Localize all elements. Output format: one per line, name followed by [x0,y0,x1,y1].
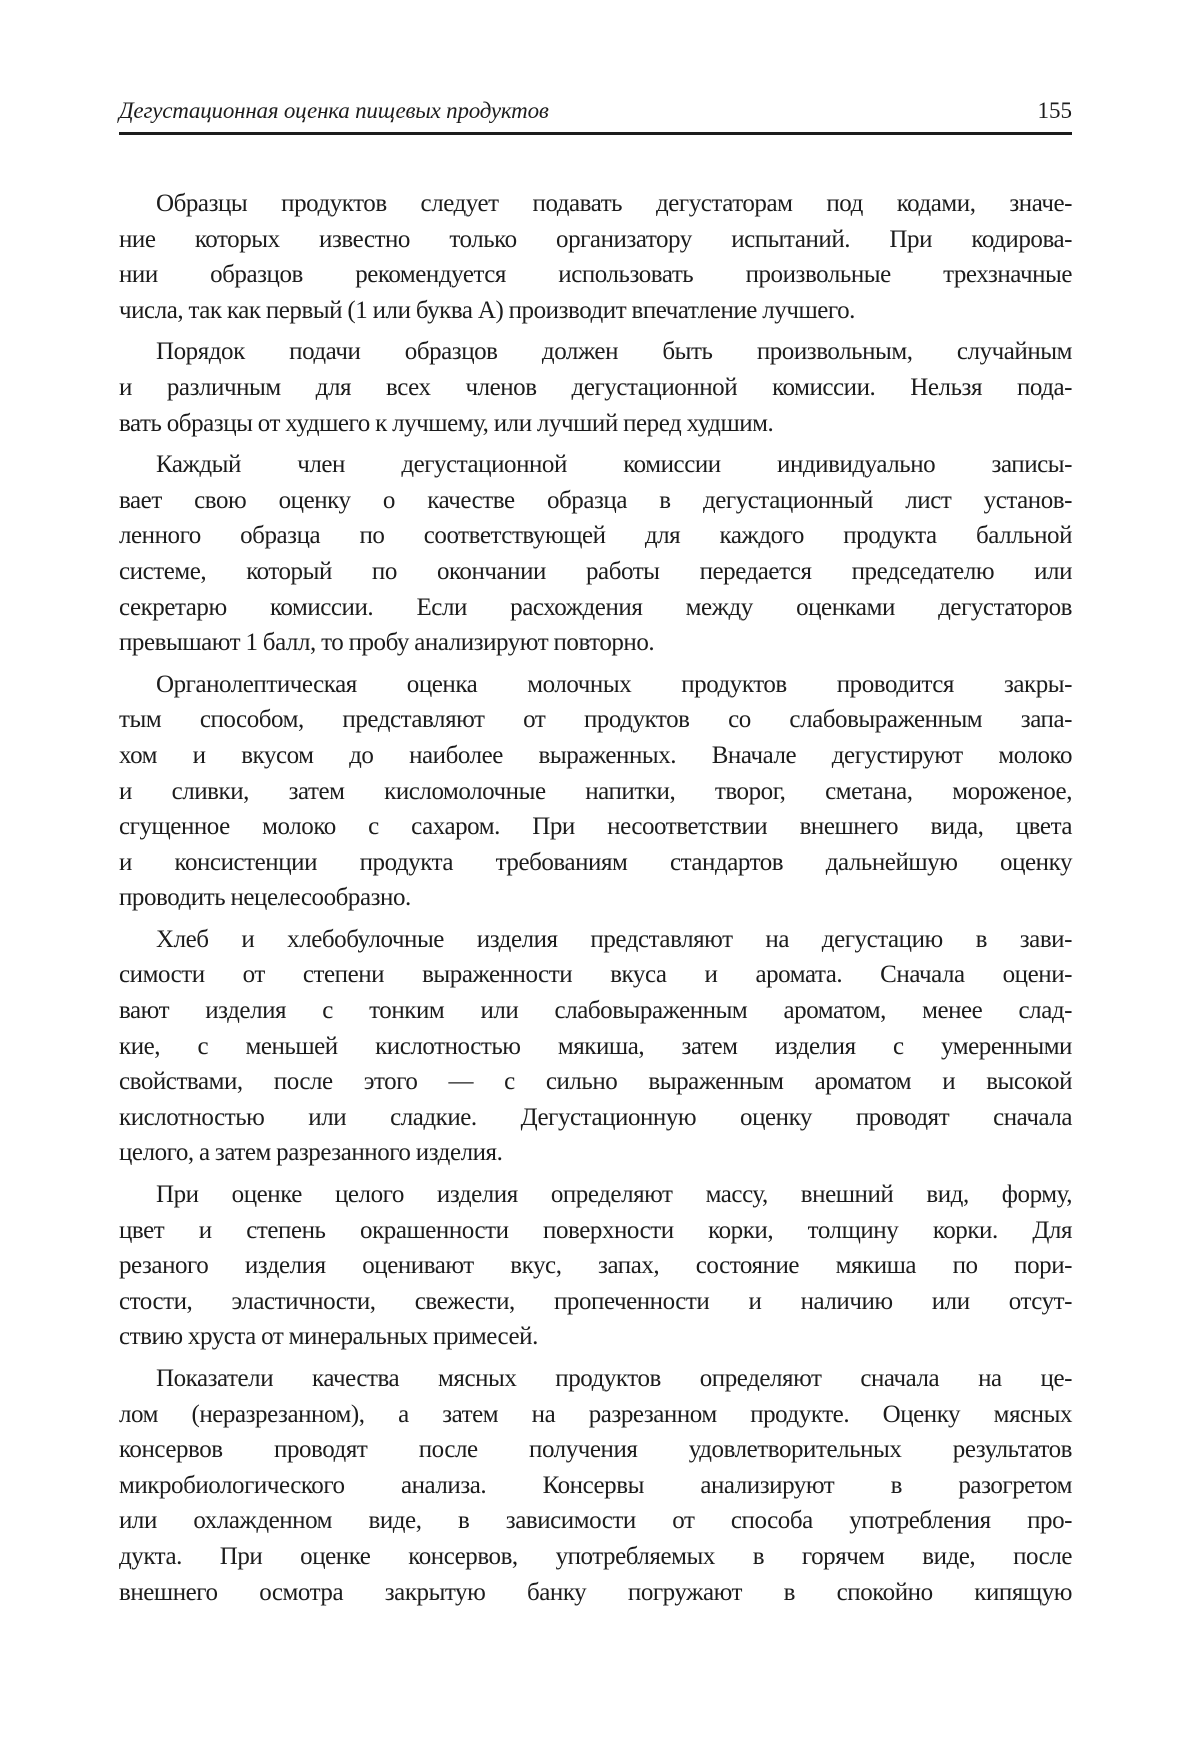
text-line: резаного изделия оценивают вкус, запах, состояние мякиша по пори- [119,1252,1072,1280]
running-header [119,96,1072,130]
text-line: Хлеб и хлебобулочные изделия представляют на дегустацию в зави- [156,925,1072,953]
text-line: сгущенное молоко с сахаром. При несоответствии внешнего вида, цвета [119,813,1072,841]
text-line: превышают 1 балл, то пробу анализируют повторно. [119,629,655,657]
text-line: микробиологического анализа. Консервы анализируют в разогретом [119,1471,1072,1499]
text-line: числа, так как первый (1 или буква А) производит впечатление лучшего. [119,296,855,324]
paragraph-meat-products [119,1361,1072,1610]
text-line: или охлажденном виде, в зависимости от способа употребления про- [119,1507,1072,1535]
text-line: вают изделия с тонким или слабовыраженным ароматом, менее слад- [119,997,1072,1025]
text-line: внешнего осмотра закрытую банку погружают в спокойно кипящую [119,1578,1072,1606]
paragraph-sample-coding [119,186,1072,328]
text-line: системе, который по окончании работы передается председателю или [119,557,1072,585]
text-line: и различным для всех членов дегустационной комиссии. Нельзя пода- [119,373,1072,401]
text-line: лом (неразрезанном), а затем на разрезанном продукте. Оценку мясных [119,1400,1072,1428]
text-line: Образцы продуктов следует подавать дегустаторам под кодами, значе- [156,190,1072,217]
text-line: проводить нецелесообразно. [119,884,411,912]
text-line: цвет и степень окрашенности поверхности корки, толщину корки. Для [119,1216,1072,1244]
header-rule [119,132,1072,135]
text-line: ние которых известно только организатору испытаний. При кодирова- [119,225,1072,253]
text-line: дукта. При оценке консервов, употребляемых в горячем виде, после [119,1542,1072,1570]
paragraph-serving-order [119,334,1072,441]
text-line: Показатели качества мясных продуктов определяют сначала на це- [156,1365,1072,1392]
text-line: Каждый член дегустационной комиссии индивидуально записы- [156,451,1072,479]
text-line: При оценке целого изделия определяют массу, внешний вид, форму, [156,1181,1072,1209]
text-line: симости от степени выраженности вкуса и аромата. Сначала оцени- [119,961,1072,989]
text-line: нии образцов рекомендуется использовать произвольные трехзначные [119,261,1072,289]
text-line: Органолептическая оценка молочных продуктов проводится закры- [156,670,1072,698]
running-title: Дегустационная оценка пищевых продуктов [119,98,549,123]
body-text [119,186,1072,1616]
paragraph-dairy-products [119,667,1072,916]
text-line: ствию хруста от минеральных примесей. [119,1323,538,1351]
text-line: секретарю комиссии. Если расхождения между оценками дегустаторов [119,593,1072,621]
text-line: и консистенции продукта требованиям стандартов дальнейшую оценку [119,848,1072,876]
paragraph-bread-products [119,922,1072,1171]
paragraph-whole-product [119,1177,1072,1355]
text-line: хом и вкусом до наиболее выраженных. Вначале дегустируют молоко [119,741,1072,769]
text-line: и сливки, затем кисломолочные напитки, творог, сметана, мороженое, [119,777,1072,805]
text-line: вать образцы от худшего к лучшему, или лучший перед худшим. [119,409,774,437]
text-line: стости, эластичности, свежести, пропеченности и наличию или отсут- [119,1287,1072,1315]
text-line: консервов проводят после получения удовлетворительных результатов [119,1436,1072,1464]
text-line: тым способом, представляют от продуктов со слабовыраженным запа- [119,706,1072,734]
paragraph-evaluation-sheet [119,447,1072,661]
text-line: кислотностью или сладкие. Дегустационную оценку проводят сначала [119,1103,1072,1131]
text-line: ленного образца по соответствующей для каждого продукта балльной [119,522,1072,550]
text-line: свойствами, после этого — с сильно выраженным ароматом и высокой [119,1068,1072,1096]
text-line: Порядок подачи образцов должен быть произвольным, случайным [156,338,1072,366]
text-line: вает свою оценку о качестве образца в дегустационный лист установ- [119,486,1072,514]
text-line: кие, с меньшей кислотностью мякиша, затем изделия с умеренными [119,1032,1072,1060]
text-line: целого, а затем разрезанного изделия. [119,1139,503,1167]
page-number: 155 [1037,98,1072,123]
